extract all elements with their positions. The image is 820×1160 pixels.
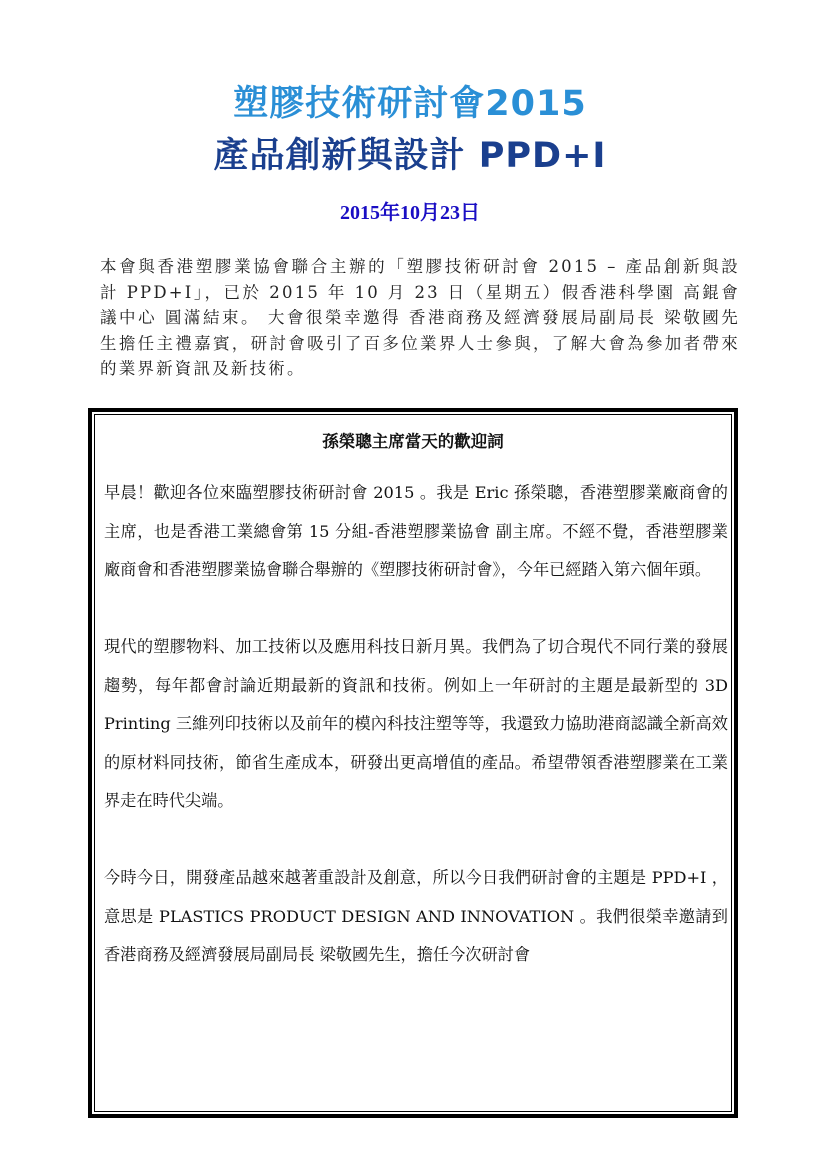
event-date: 2015年10月23日 [340,202,480,224]
page-subtitle: 產品創新與設計 PPD+I [213,136,607,176]
intro-paragraph: 本會與香港塑膠業協會聯合主辦的「塑膠技術研討會 2015 – 產品創新與設計 PPD+I」，已於 2015 年 10 月 23 日（星期五）假香港科學園 高錕會議中心 圓滿結束。 大會很榮幸邀得 香港商務及經濟發展局副局長 梁敬國先生擔任主禮嘉賓，研討會吸引了百多位業界人士參與，了解大會為參加者帶來的業界新資訊及新技術。 [100,257,740,379]
speech-paragraph: 早晨！歡迎各位來臨塑膠技術研討會 2015 。我是 Eric 孫榮聰，香港塑膠業廠商會的主席，也是香港工業總會第 15 分組-香港塑膠業協會 副主席。不經不覺，香港塑膠業廠商會和香港塑膠業協會聯合舉辦的《塑膠技術研討會》，今年已經踏入第六個年頭。 [104,483,728,579]
speech-body [104,474,728,1013]
page-title: 塑膠技術研討會2015 [233,84,587,124]
speech-paragraph: 現代的塑膠物料、加工技術以及應用科技日新月異。我們為了切合現代不同行業的發展趨勢，每年都會討論近期最新的資訊和技術。例如上一年研討的主題是最新型的 3D Printing 三維列印技術以及前年的模內科技注塑等等，我還致力協助港商認識全新高效的原材料同技術，節省生產成本，研發出更高增值的產品。希望帶領香港塑膠業在工業界走在時代尖端。 [104,637,728,810]
speech-title: 孫榮聰主席當天的歡迎詞 [322,432,504,451]
speech-paragraph: 今時今日，開發產品越來越著重設計及創意，所以今日我們研討會的主題是 PPD+I ，意思是 PLASTICS PRODUCT DESIGN AND INNOVATION 。我們很榮幸邀請到香港商務及經濟發展局副局長 梁敬國先生，擔任今次研討會 [104,868,728,964]
speech-box [88,408,738,1118]
